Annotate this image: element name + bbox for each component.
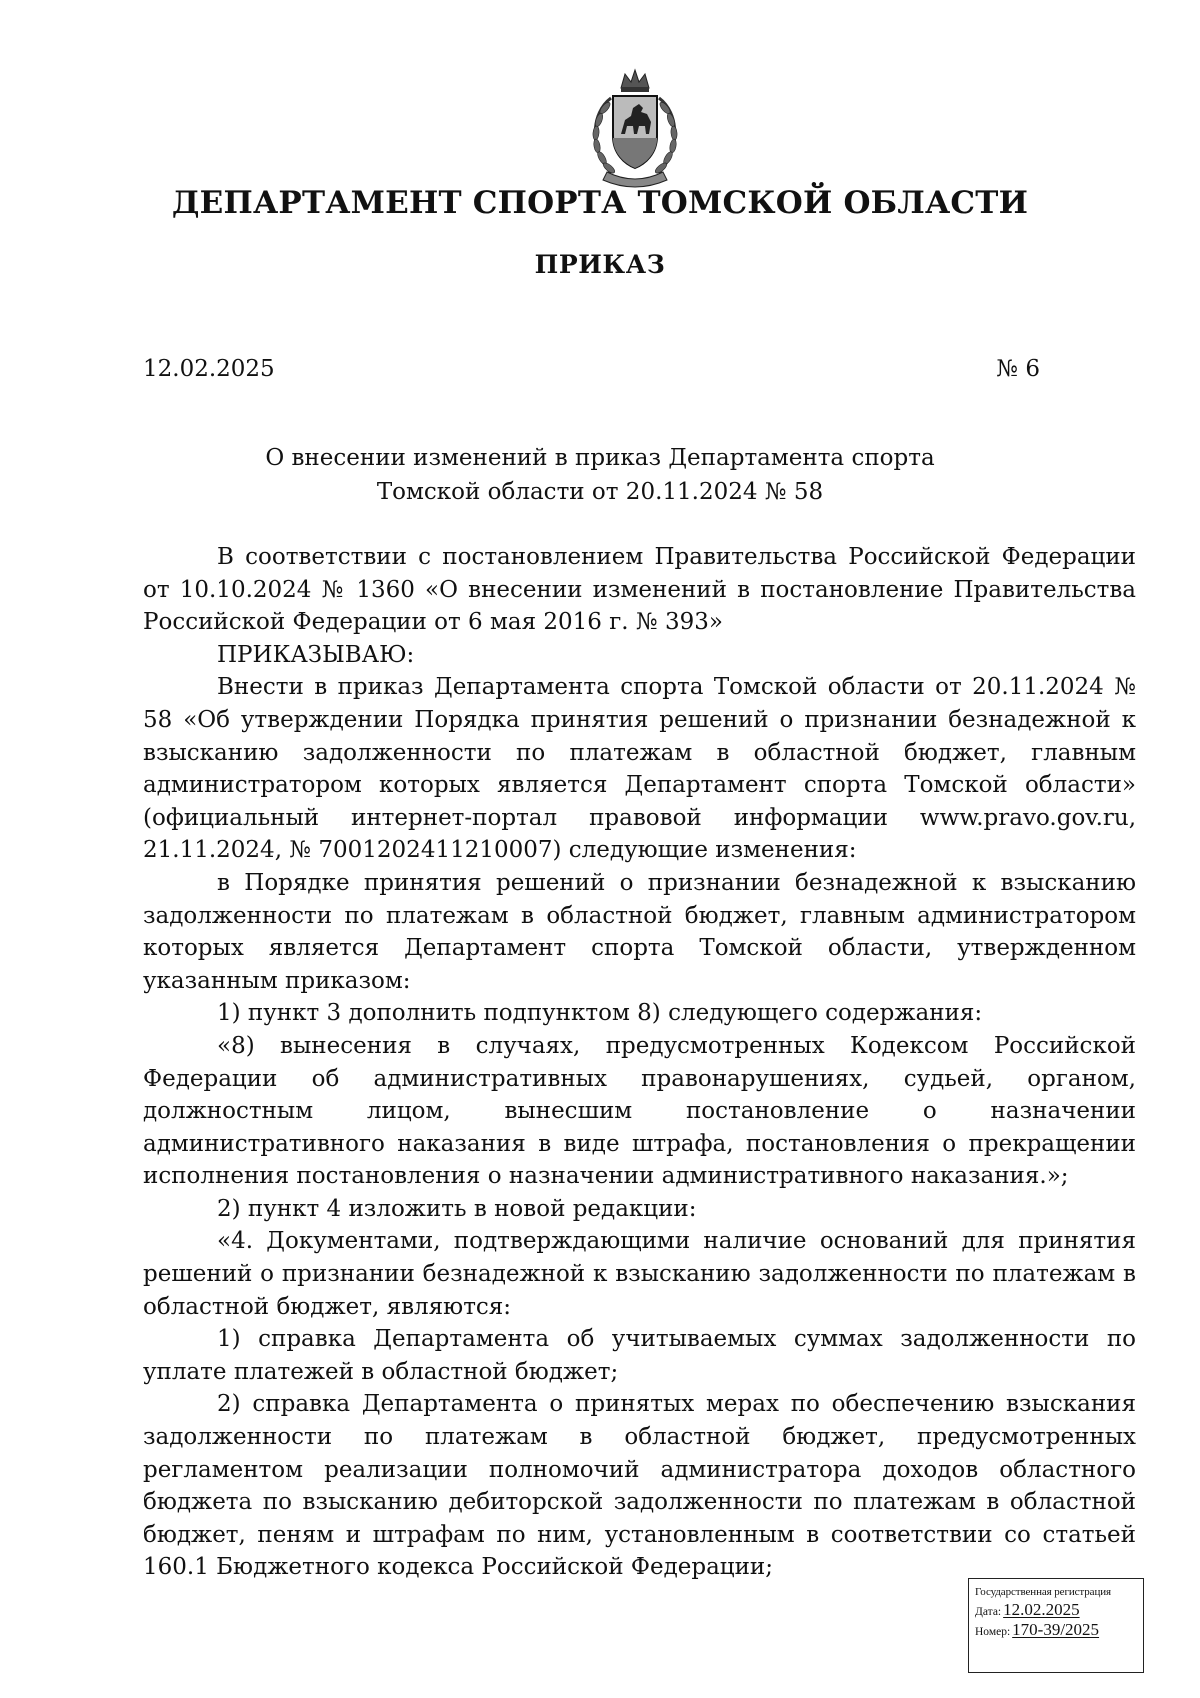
subject-line-2: Томской области от 20.11.2024 № 58: [376, 479, 824, 505]
registration-date-row: [975, 1601, 1137, 1621]
paragraph-item-1-text: «8) вынесения в случаях, предусмотренных Кодексом Российской Федерации об административных правонарушениях, судьей, органом, должностным лицом, вынесшим постановление о назначении административного наказания в виде штрафа, постановления о прекращении исполнения постановления о назначении административного наказания.»;: [143, 1032, 1136, 1190]
document-type: ПРИКАЗ: [534, 250, 666, 279]
registration-number-value: 170-39/2025: [1012, 1620, 1100, 1639]
registration-number-row: [975, 1621, 1137, 1641]
department-title: ДЕПАРТАМЕНТ СПОРТА ТОМСКОЙ ОБЛАСТИ: [171, 185, 1029, 221]
document-number: № 6: [996, 356, 1040, 382]
paragraph-subitem-2: 2) справка Департамента о принятых мерах по обеспечению взыскания задолженности по платежам в областной бюджет, предусмотренных регламентом реализации полномочий администратора доходов областного бюджета по взысканию дебиторской задолженности по платежам в областной бюджет, пеням и штрафам по ним, установленным в соответствии со статьей 160.1 Бюджетного кодекса Российской Федерации;: [143, 1391, 1136, 1581]
paragraph-preamble: В соответствии с постановлением Правительства Российской Федерации от 10.10.2024 № 1360 «О внесении изменений в постановление Правительства Российской Федерации от 6 мая 2016 г. № 393»: [143, 544, 1136, 636]
coat-of-arms-icon: [581, 68, 689, 192]
registration-stamp: [968, 1578, 1144, 1673]
paragraph-amendment: Внести в приказ Департамента спорта Томской области от 20.11.2024 № 58 «Об утверждении Порядка принятия решений о признании безнадежной к взысканию задолженности по платежам в областной бюджет, главным администратором которых является Департамент спорта Томской области» (официальный интернет-портал правовой информации www.pravo.gov.ru, 21.11.2024, № 7001202411210007) следующие изменения:: [143, 674, 1136, 864]
paragraph-procedure: в Порядке принятия решений о признании безнадежной к взысканию задолженности по платежам в областной бюджет, главным администратором которых является Департамент спорта Томской области, утвержденном указанным приказом:: [143, 869, 1136, 994]
document-subject: [150, 441, 1050, 509]
registration-stamp-title: Государственная регистрация: [975, 1586, 1111, 1598]
paragraph-order-word: ПРИКАЗЫВАЮ:: [217, 641, 415, 668]
registration-date-label: Дата:: [975, 1606, 1002, 1618]
paragraph-item-1: 1) пункт 3 дополнить подпунктом 8) следующего содержания:: [217, 1000, 983, 1027]
paragraph-item-2: 2) пункт 4 изложить в новой редакции:: [217, 1195, 697, 1222]
subject-line-1: О внесении изменений в приказ Департамента спорта: [265, 445, 935, 471]
document-body: [143, 541, 1136, 1584]
document-date: 12.02.2025: [143, 356, 275, 382]
registration-number-label: Номер:: [975, 1626, 1011, 1638]
registration-date-value: 12.02.2025: [1003, 1600, 1080, 1619]
paragraph-item-2-text: «4. Документами, подтверждающими наличие оснований для принятия решений о признании безнадежной к взысканию задолженности по платежам в областной бюджет, являются:: [143, 1228, 1136, 1320]
paragraph-subitem-1: 1) справка Департамента об учитываемых суммах задолженности по уплате платежей в областной бюджет;: [143, 1326, 1136, 1385]
